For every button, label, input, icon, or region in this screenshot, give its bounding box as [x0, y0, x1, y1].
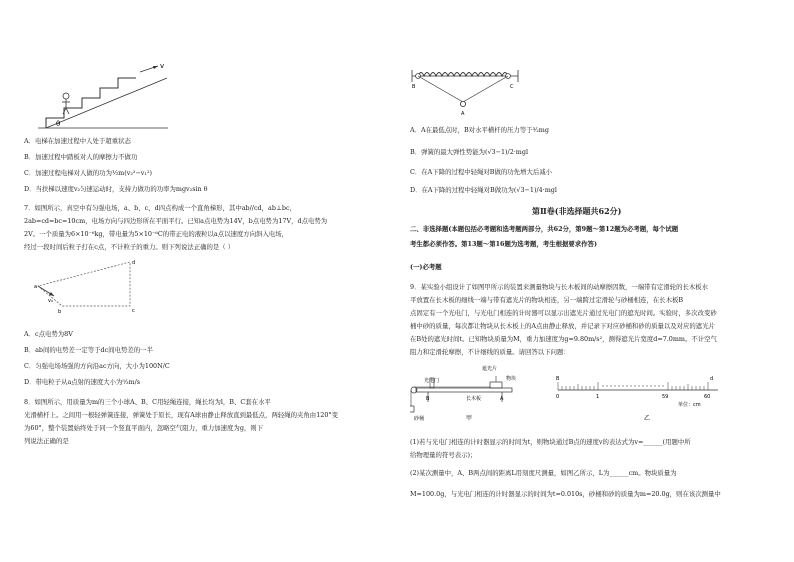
figure-jia-caption: 甲	[466, 415, 473, 422]
ruler-figure	[550, 372, 730, 424]
subsection-title: (一)必考题	[410, 263, 442, 271]
q6-option-a: A．电梯在加速过程中人处于超重状态	[24, 137, 131, 145]
point-a-label: a	[34, 284, 38, 290]
board-label: 长木板	[466, 396, 482, 402]
q8-line-3: 为60°，整个装置始终处于同一个竖直平面内，忽略空气阻力，重力加速度为g，则下	[24, 424, 264, 432]
ruler-tick-0: 0	[556, 394, 560, 400]
q8-line-2: 光滑横杆上。之间用一根轻弹簧连接，弹簧处于原长，现有A球由静止释放直到最低点，两轻绳的夹角由120°变	[24, 411, 338, 419]
q9-sub2-line-1: (2)某次测量中，A、B两点间的距离L用刻度尺测量，如图乙所示，L为______cm。物块质量为	[410, 469, 677, 477]
q7-line-2: 2ab=cd=bc=10cm，电场方向与四边形所在平面平行。已知a点电势为14V，b点电势为17V，d点电势为	[24, 217, 328, 225]
q8-option-a: A．A在最低点时，B对水平横杆的压力等于³⁄₂mg	[410, 126, 549, 134]
point-a-apparatus: A	[500, 396, 504, 402]
spring-figure	[410, 62, 530, 118]
q8-option-c: C．在A下降的过程中轻绳对B做的功先增大后减小	[410, 168, 553, 176]
section-title: 第Ⅱ卷(非选择题共62分)	[532, 206, 622, 216]
q8-option-b: B．弹簧的最大弹性势能为(√3−1)/2·mgl	[410, 148, 528, 156]
section-intro-line-1: 二、非选择题(本题包括必考题和选考题两部分，共62分，第9题～第12题为必考题，每个试题	[410, 225, 679, 233]
ball-b-label: B	[412, 84, 416, 90]
point-d-label: d	[132, 260, 136, 266]
angle-label: θ	[56, 120, 61, 128]
ball-a-label: A	[461, 111, 465, 117]
q9-line-5: 在B处的遮光时间t。已知物块质量为M，重力加速度为g=9.80m/s²，测得遮光片宽度d=7.0mm。不计空气	[410, 335, 717, 343]
q9-line-4: 桶中砂的质量，每次都让物块从长木板上的A点由静止释放，并记录下对应砂桶和砂的质量以及对应的遮光片	[410, 322, 715, 330]
q8-option-d: D．在A下降的过程中轻绳对B做功为(√3−1)/4·mgl	[410, 186, 557, 194]
q9-sub1-line-2: 给物理量的符号表示)；	[410, 451, 477, 459]
apparatus-figure	[410, 360, 540, 422]
q9-sub1-line-1: (1)若与光电门相连的计时器显示的时间为t，则物块通过B点的速度v的表达式为v=______(用题中所	[410, 438, 691, 446]
trapezoid-figure	[32, 256, 142, 316]
q8-line-4: 列说法正确的是	[24, 437, 69, 445]
q9-sub2-line-2: M=100.0g，与光电门相连的计时器显示的时间为t=0.010s，砂桶和砂的质量为m=20.0g，则在该次测量中	[410, 490, 721, 498]
q9-line-2: 平放置在长木板的细线一端与带有遮光片的物块相连，另一端跨过定滑轮与砂桶相连，在长木板B	[410, 296, 684, 304]
q7-option-d: D．带电粒子从a点射的速度大小为⁵⁄₃m/s	[24, 378, 141, 386]
ruler-unit: 单位：cm	[678, 402, 701, 408]
q9-line-3: 点固定有一个光电门，与光电门相连的计时器可以显示出遮光片通过光电门的遮光时间。实验时，多次改变砂	[410, 309, 717, 317]
ruler-tick-59: 59	[662, 394, 669, 400]
initial-velocity-label: v₀	[48, 298, 53, 304]
bucket-label: 砂桶	[414, 416, 425, 422]
point-c-label: c	[132, 308, 135, 314]
ruler-point-d: d	[710, 376, 714, 382]
q8-line-1: 8．如图所示，用质量为m的三个小球A、B、C用轻绳连接，绳长均为l，B、C套在水平	[24, 398, 271, 406]
q7-option-a: A．c点电势为8V	[24, 330, 73, 338]
block-label: 物块	[506, 376, 517, 382]
escalator-figure	[32, 60, 182, 132]
shade-label: 遮光片	[482, 366, 498, 372]
q7-line-3: 2V。一个质量为6×10⁻⁶kg，带电量为5×10⁻⁶C的带正电的液粒以a点以速度方向斜入电场，	[24, 230, 289, 238]
q6-option-b: B．加速过程中踏板对人的摩擦力不做功	[24, 153, 138, 161]
photogate-label: 光电门	[424, 378, 440, 384]
section-intro-line-2: 考生都必须作答。第13题～第16题为选考题，考生根据要求作答)	[410, 240, 597, 248]
point-b-label: b	[58, 309, 62, 315]
ruler-tick-1: 1	[596, 394, 600, 400]
ball-c-label: C	[510, 84, 514, 90]
q9-line-6: 阻力和定滑轮摩擦，不计细线的质量。请回答以下问题：	[410, 348, 570, 356]
q7-option-c: C．匀强电场场强的方向沿ac方向，大小为100N/C	[24, 362, 170, 370]
ruler-point-b: B	[556, 376, 560, 382]
q6-option-c: C．加速过程电梯对人做的功为½m(v₂²−v₁²)	[24, 169, 153, 177]
q7-option-b: B．ab间的电势差一定等于dc间电势差的一半	[24, 346, 153, 354]
q7-line-1: 7．如图所示，真空中有匀强电场，a、b、c、d四点构成一个直角梯形，其中ab//cd，ab⊥bc，	[24, 204, 296, 212]
figure-yi-caption: 乙	[644, 415, 651, 422]
point-b-apparatus: B	[426, 396, 430, 402]
velocity-label: v	[160, 62, 165, 70]
ruler-tick-60: 60	[704, 394, 711, 400]
q6-option-d: D．当扶梯以速度v₂匀速运动时，支持力做功的功率为mgv₂sin θ	[24, 185, 208, 193]
q9-line-1: 9．某实验小组设计了如图甲所示的装置来测量物块与长木板间的动摩擦因数，一端带有定滑轮的长木板水	[410, 283, 709, 291]
q7-line-4: 经过一段时间后粒子打在c点，不计粒子的重力。则下列说法正确的是（ ）	[24, 243, 235, 251]
